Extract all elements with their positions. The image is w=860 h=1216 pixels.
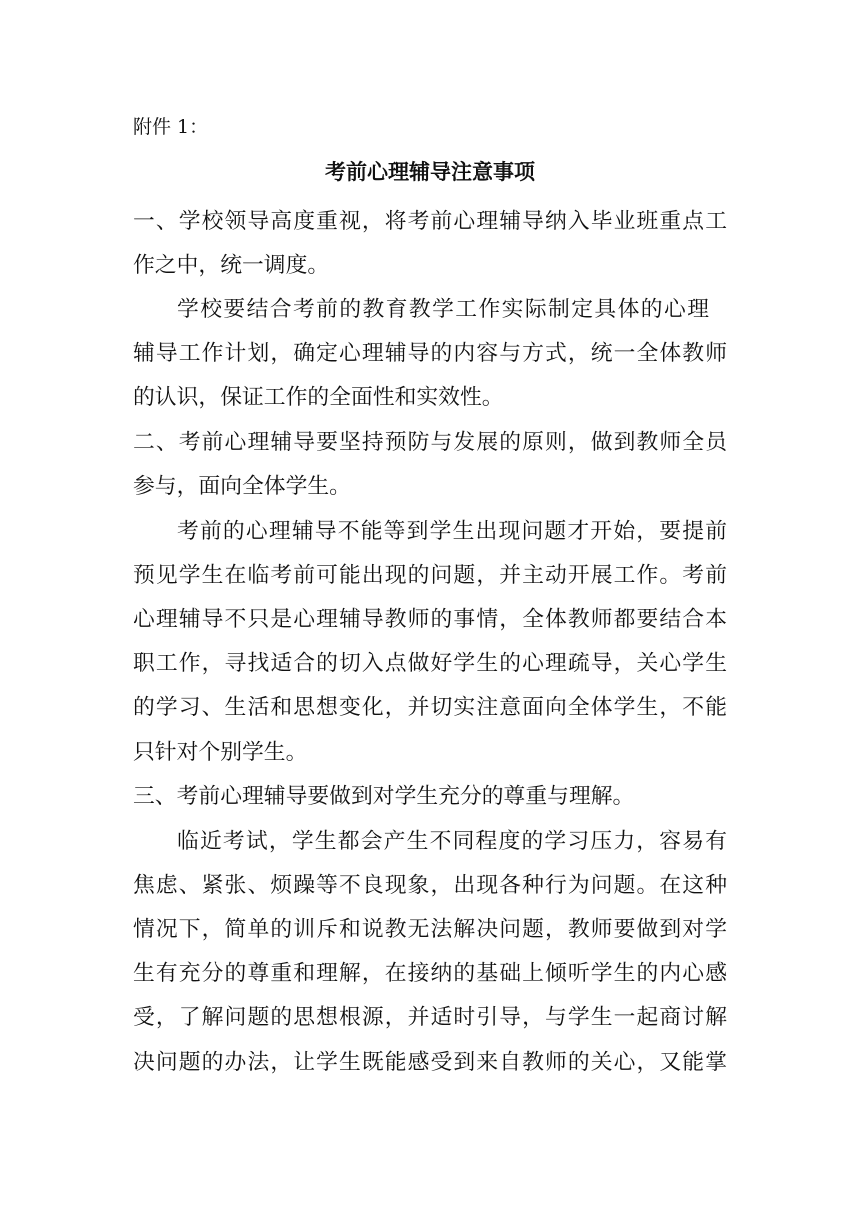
paragraph-line: 生有充分的尊重和理解，在接纳的基础上倾听学生的内心感 <box>133 961 727 986</box>
paragraph-line: 职工作，寻找适合的切入点做好学生的心理疏导，关心学生 <box>133 651 727 676</box>
paragraph-line: 二、考前心理辅导要坚持预防与发展的原则，做到教师全员 <box>133 430 727 455</box>
paragraph-line: 决问题的办法，让学生既能感受到来自教师的关心，又能掌 <box>133 1050 727 1075</box>
paragraph-line: 预见学生在临考前可能出现的问题，并主动开展工作。考前 <box>133 563 727 588</box>
paragraph-line: 一、学校领导高度重视，将考前心理辅导纳入毕业班重点工 <box>133 209 727 234</box>
paragraph-line: 辅导工作计划，确定心理辅导的内容与方式，统一全体教师 <box>133 341 727 366</box>
paragraph-line: 受，了解问题的思想根源，并适时引导，与学生一起商讨解 <box>133 1005 727 1030</box>
document-title: 考前心理辅导注意事项 <box>325 160 535 184</box>
paragraph-line: 情况下，简单的训斥和说教无法解决问题，教师要做到对学 <box>133 917 727 942</box>
attachment-label: 附件 1： <box>133 116 209 138</box>
paragraph-line: 临近考试，学生都会产生不同程度的学习压力，容易有 <box>177 829 727 854</box>
paragraph-line: 只针对个别学生。 <box>133 740 308 765</box>
paragraph-line: 焦虑、紧张、烦躁等不良现象，出现各种行为问题。在这种 <box>133 873 727 898</box>
paragraph-line: 学校要结合考前的教育教学工作实际制定具体的心理 <box>177 297 709 322</box>
paragraph-line: 三、考前心理辅导要做到对学生充分的尊重与理解。 <box>133 784 635 809</box>
paragraph-line: 的学习、生活和思想变化，并切实注意面向全体学生，不能 <box>133 695 727 720</box>
paragraph-line: 作之中，统一调度。 <box>133 253 330 278</box>
paragraph-line: 参与，面向全体学生。 <box>133 474 351 499</box>
paragraph-line: 心理辅导不只是心理辅导教师的事情，全体教师都要结合本 <box>133 607 727 632</box>
paragraph-line: 的认识，保证工作的全面性和实效性。 <box>133 385 504 410</box>
paragraph-line: 考前的心理辅导不能等到学生出现问题才开始，要提前 <box>177 519 727 544</box>
